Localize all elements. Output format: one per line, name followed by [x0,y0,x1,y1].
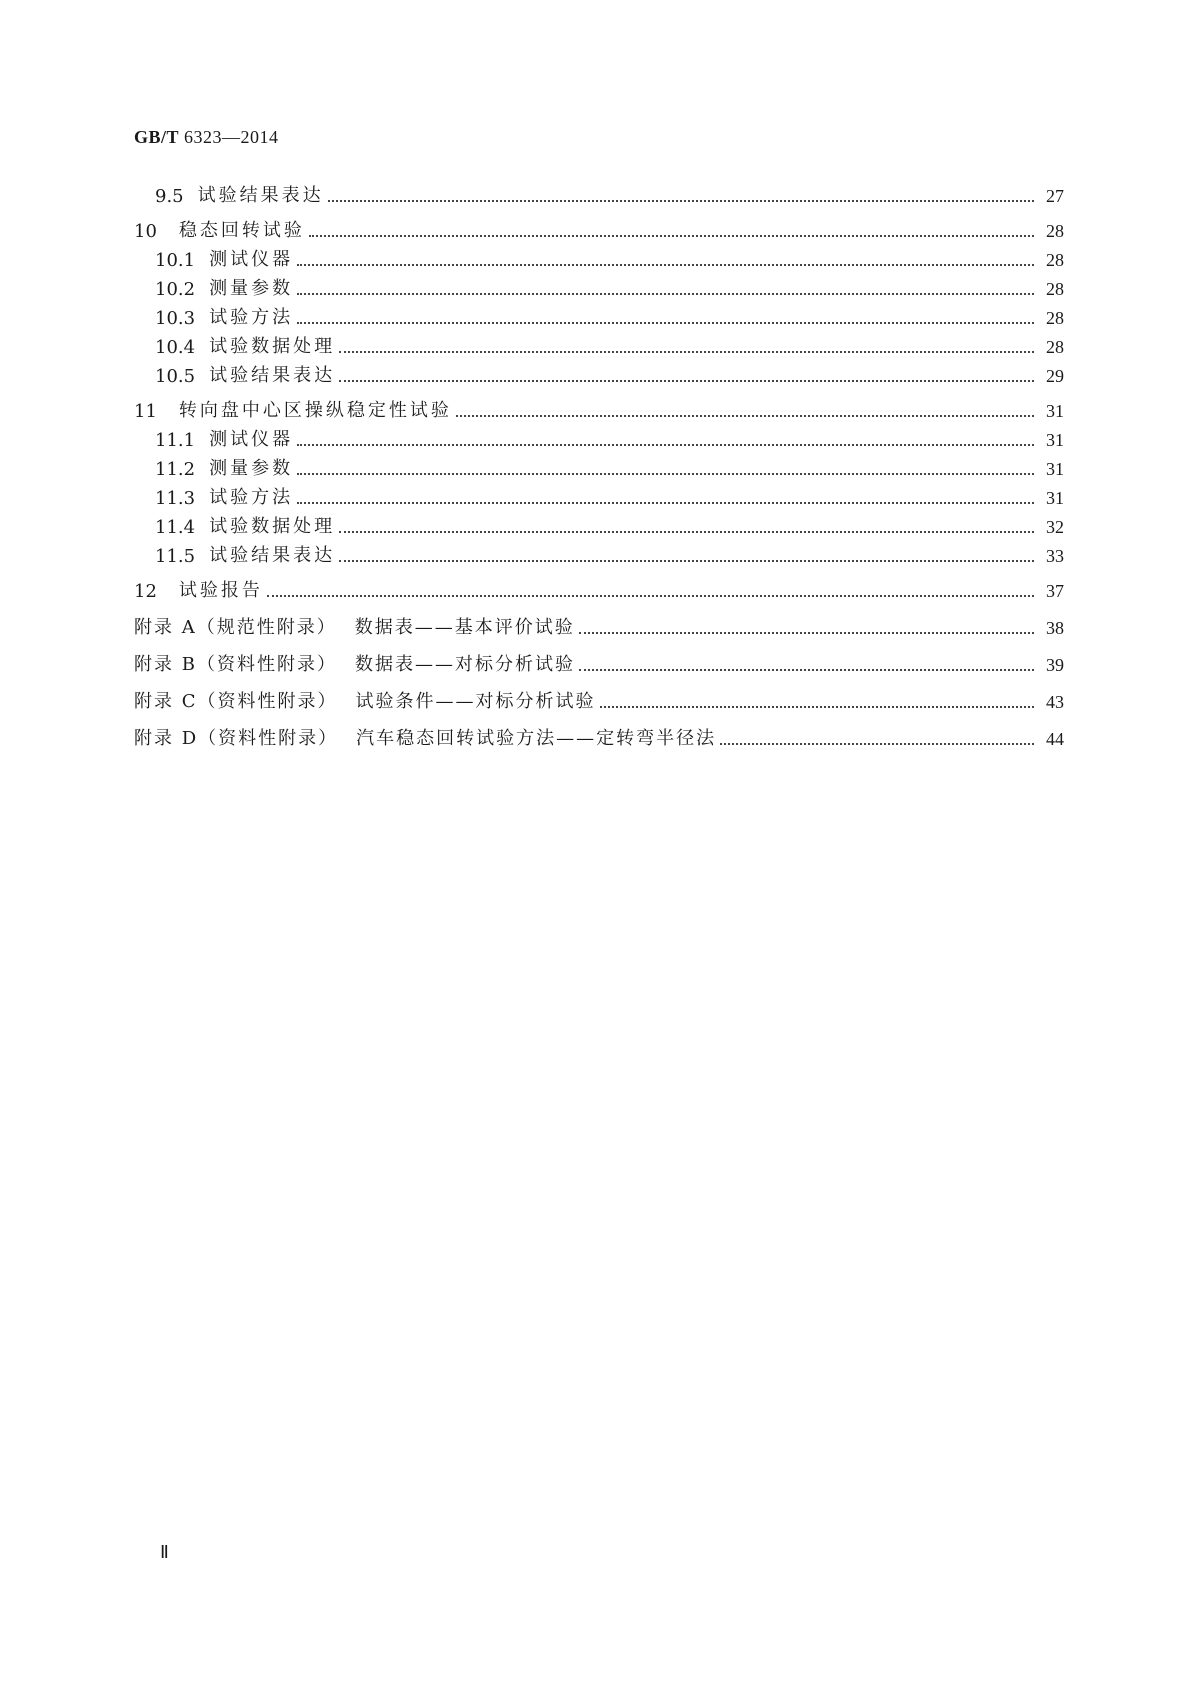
toc-entry-page: 44 [1046,729,1064,749]
toc-entry-number: 10 [134,221,157,242]
dot-leader [309,235,1034,237]
appendix-title: 数据表——对标分析试验 [354,654,575,675]
toc-entry-number: 11.4 [155,517,196,538]
dot-leader [297,264,1034,266]
toc-appendix-entry[interactable] [134,713,1064,750]
toc-entry-page: 39 [1046,655,1064,675]
dot-leader [328,200,1034,202]
toc-entry-page: 28 [1046,337,1064,357]
toc-entry[interactable] [134,271,1064,300]
toc-entry-page: 33 [1046,546,1064,566]
toc-entry-number: 10.4 [155,337,196,358]
toc-entry-page: 38 [1046,618,1064,638]
toc-entry-number: 12 [134,581,157,602]
toc-entry-number: 11.5 [155,546,196,567]
table-of-contents [134,178,1064,750]
appendix-label: 附录 A（规范性附录） [134,617,337,638]
appendix-title: 试验条件——对标分析试验 [355,691,596,712]
dot-leader [600,706,1035,708]
appendix-label: 附录 B（资料性附录） [134,654,337,675]
toc-entry-number: 10.2 [155,279,196,300]
toc-entry-page: 43 [1046,692,1064,712]
page-number: Ⅱ [160,1542,169,1562]
appendix-label: 附录 C（资料性附录） [134,691,338,712]
toc-entry-title: 测试仪器 [209,249,294,270]
toc-entry-number: 10.1 [155,250,196,271]
toc-entry-page: 31 [1046,459,1064,479]
toc-entry-page: 31 [1046,401,1064,421]
toc-entry-title: 试验结果表达 [209,545,336,566]
toc-entry-title: 试验报告 [178,580,263,601]
toc-entry[interactable] [134,451,1064,480]
toc-entry[interactable] [134,329,1064,358]
toc-entry-page: 37 [1046,581,1064,601]
toc-entry-number: 11 [134,401,157,422]
toc-entry-title: 试验数据处理 [209,516,336,537]
toc-entry-title: 测量参数 [209,458,294,479]
toc-entry-page: 31 [1046,488,1064,508]
toc-entry-title: 试验方法 [209,307,294,328]
dot-leader [579,669,1034,671]
toc-entry[interactable] [134,358,1064,387]
toc-entry[interactable] [134,178,1064,207]
toc-entry-number: 10.5 [155,366,196,387]
dot-leader [339,531,1034,533]
standard-code: GB/T [134,127,180,147]
toc-entry-title: 试验方法 [209,487,294,508]
toc-entry-page: 28 [1046,250,1064,270]
toc-entry[interactable] [134,300,1064,329]
dot-leader [339,560,1034,562]
toc-entry[interactable] [134,509,1064,538]
dot-leader [720,743,1034,745]
toc-entry-title: 试验结果表达 [197,185,324,206]
toc-entry-page: 28 [1046,308,1064,328]
dot-leader [339,351,1034,353]
toc-entry[interactable] [134,480,1064,509]
toc-entry-title: 稳态回转试验 [178,220,305,241]
toc-entry-number: 11.1 [155,430,196,451]
dot-leader [339,380,1034,382]
toc-entry[interactable] [134,538,1064,567]
dot-leader [297,322,1034,324]
toc-appendix-entry[interactable] [134,639,1064,676]
toc-appendix-entry[interactable] [134,676,1064,713]
standard-number: 6323—2014 [184,127,279,147]
toc-entry-page: 31 [1046,430,1064,450]
document-header [134,127,279,148]
dot-leader [579,632,1034,634]
dot-leader [297,444,1034,446]
toc-entry-number: 11.2 [155,459,196,480]
toc-entry-title: 转向盘中心区操纵稳定性试验 [178,400,452,421]
dot-leader [456,415,1034,417]
toc-entry-title: 试验数据处理 [209,336,336,357]
dot-leader [267,595,1034,597]
toc-entry-title: 试验结果表达 [209,365,336,386]
dot-leader [297,473,1034,475]
toc-entry-page: 27 [1046,186,1064,206]
appendix-title: 汽车稳态回转试验方法——定转弯半径法 [356,728,717,749]
toc-entry-page: 28 [1046,221,1064,241]
toc-entry-page: 32 [1046,517,1064,537]
toc-entry[interactable] [134,242,1064,271]
toc-entry-number: 10.3 [155,308,196,329]
toc-entry-title: 测试仪器 [209,429,294,450]
appendix-title: 数据表——基本评价试验 [354,617,575,638]
toc-entry-page: 29 [1046,366,1064,386]
toc-entry[interactable] [134,213,1064,242]
dot-leader [297,293,1034,295]
toc-entry-number: 9.5 [155,186,184,207]
toc-entry-page: 28 [1046,279,1064,299]
toc-entry[interactable] [134,393,1064,422]
toc-entry-title: 测量参数 [209,278,294,299]
toc-entry[interactable] [134,573,1064,602]
toc-entry-number: 11.3 [155,488,196,509]
toc-appendix-entry[interactable] [134,602,1064,639]
toc-entry[interactable] [134,422,1064,451]
dot-leader [297,502,1034,504]
appendix-label: 附录 D（资料性附录） [134,728,339,749]
